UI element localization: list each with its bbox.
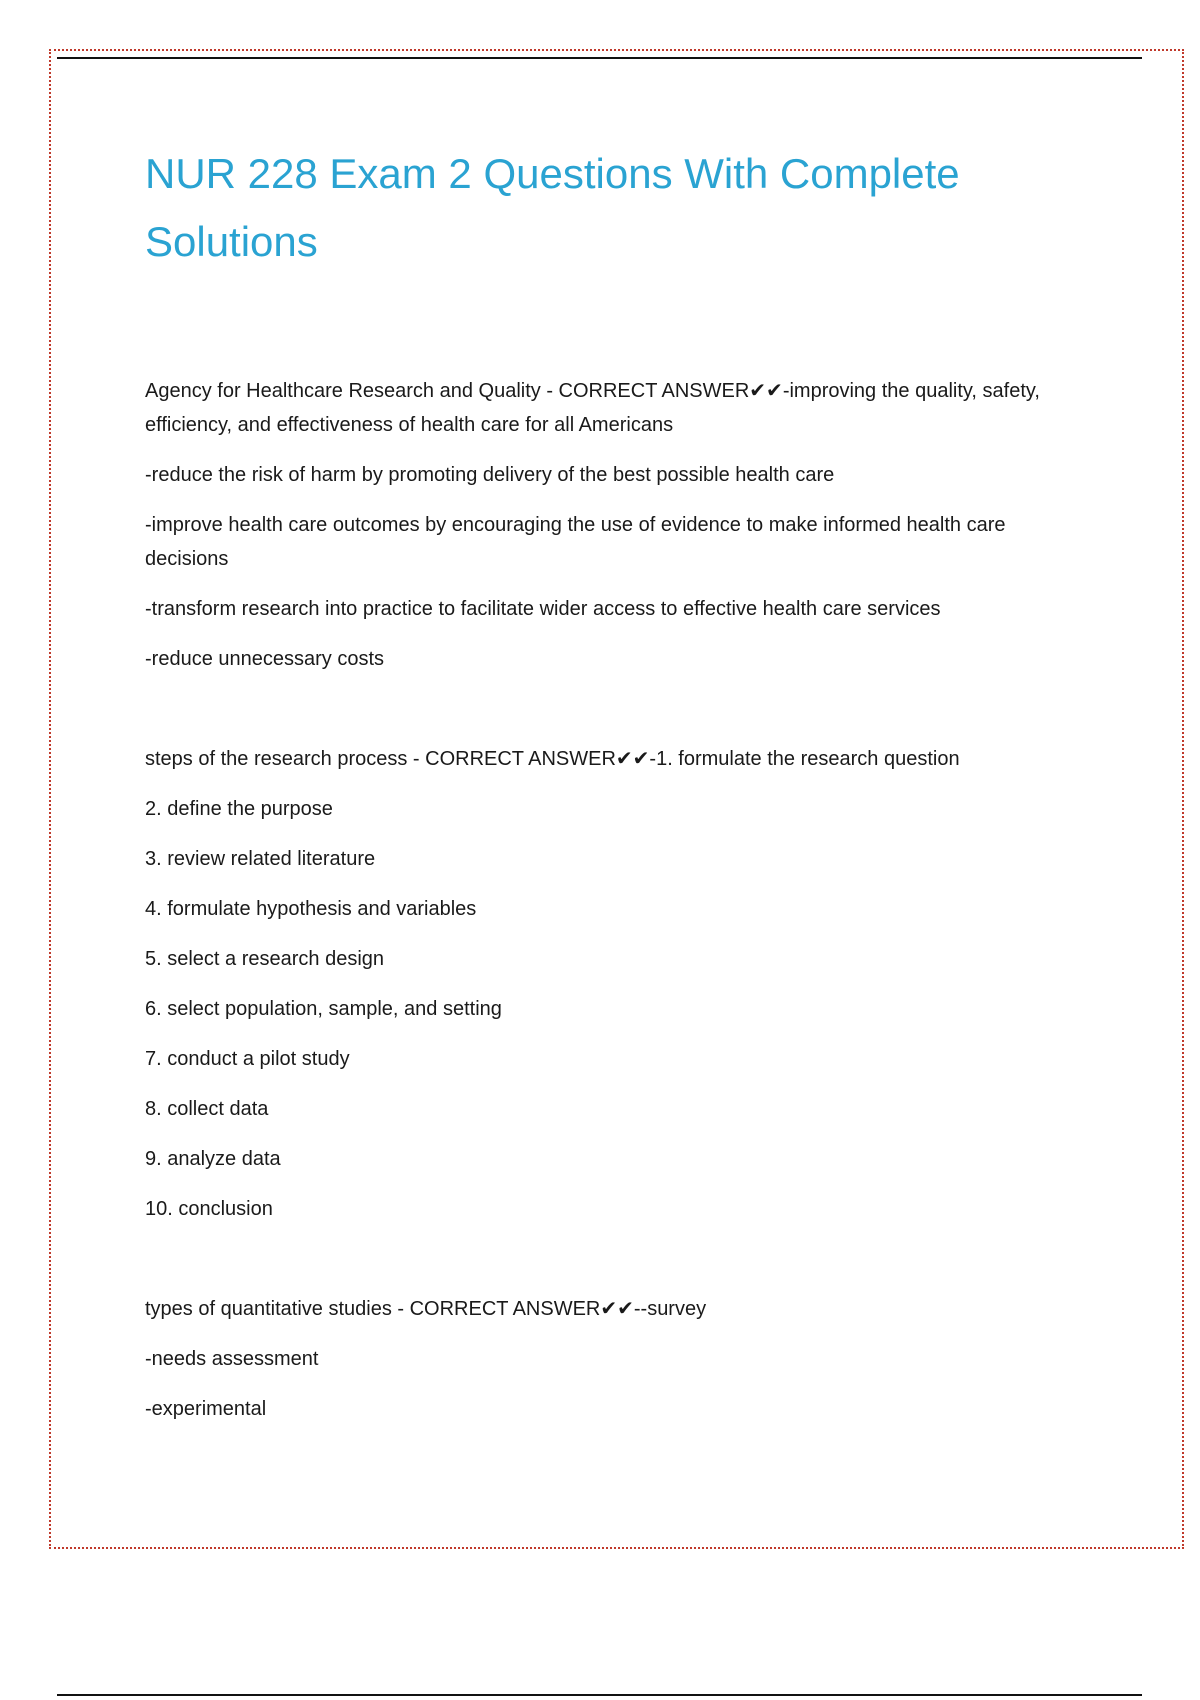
qa-line: steps of the research process - CORRECT ANSWER✔✔-1. formulate the research question	[145, 748, 960, 770]
qa-line: -reduce unnecessary costs	[145, 648, 385, 670]
qa-line: 3. review related literature	[145, 848, 376, 870]
qa-line: 4. formulate hypothesis and variables	[145, 898, 477, 920]
qa-block-quantitative-studies	[145, 1292, 1085, 1442]
qa-block-research-steps	[145, 742, 1085, 1242]
qa-line: -improve health care outcomes by encouraging the use of evidence to make informed health care decisions	[145, 514, 1006, 570]
footer-rule	[57, 1694, 1142, 1696]
qa-line: types of quantitative studies - CORRECT ANSWER✔✔--survey	[145, 1298, 707, 1320]
qa-line: -reduce the risk of harm by promoting delivery of the best possible health care	[145, 464, 835, 486]
qa-line: 9. analyze data	[145, 1148, 281, 1170]
qa-line: 6. select population, sample, and setting	[145, 998, 502, 1020]
header-rule	[57, 57, 1142, 59]
qa-line: Agency for Healthcare Research and Quality - CORRECT ANSWER✔✔-improving the quality, safety, efficiency, and effectiveness of health care for all Americans	[145, 380, 1040, 436]
qa-line: 5. select a research design	[145, 948, 385, 970]
qa-line: -needs assessment	[145, 1348, 319, 1370]
qa-line: 2. define the purpose	[145, 798, 333, 820]
qa-line: 7. conduct a pilot study	[145, 1048, 350, 1070]
qa-line: -transform research into practice to facilitate wider access to effective health care services	[145, 598, 941, 620]
qa-line: 10. conclusion	[145, 1198, 273, 1220]
document-title: NUR 228 Exam 2 Questions With Complete Solutions	[145, 150, 960, 265]
qa-line: -experimental	[145, 1398, 267, 1420]
qa-line: 8. collect data	[145, 1098, 269, 1120]
document-content	[145, 140, 1085, 1442]
qa-block-healthcare-agency	[145, 374, 1085, 692]
